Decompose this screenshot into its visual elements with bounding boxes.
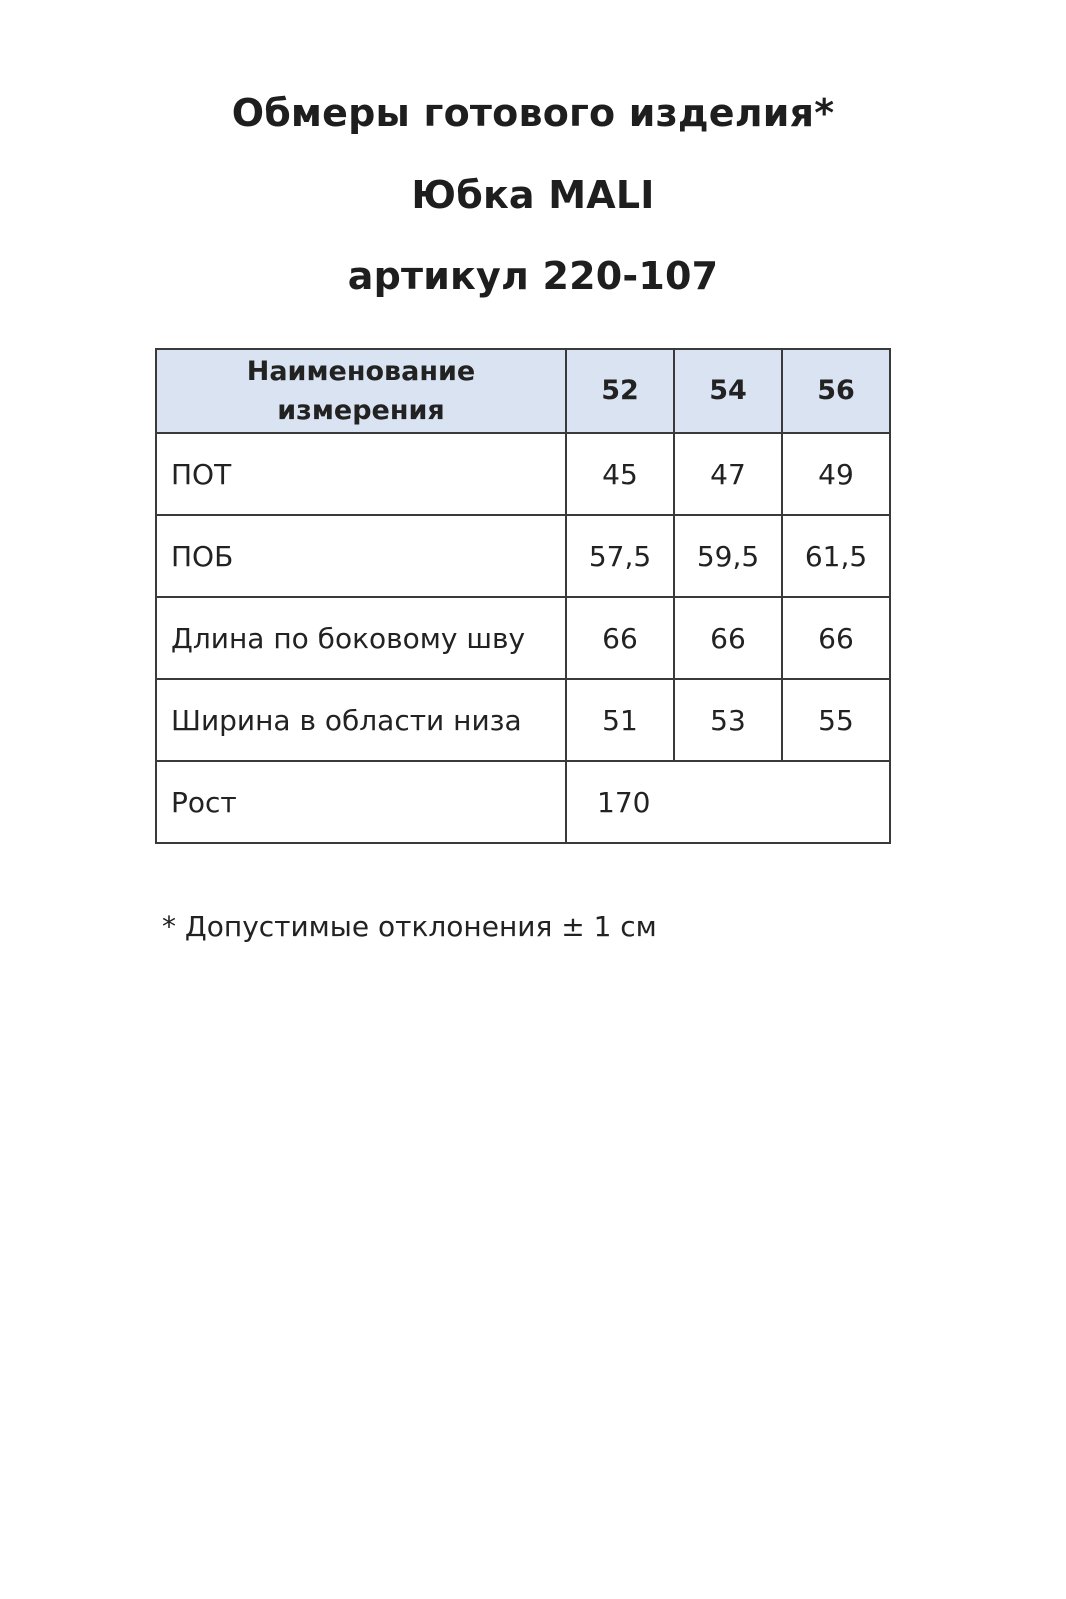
table-row (156, 597, 890, 679)
cell-value: 66 (782, 597, 890, 679)
title-heading: Обмеры готового изделия* (231, 91, 835, 135)
cell-value: 59,5 (674, 515, 782, 597)
tolerance-footnote: * Допустимые отклонения ± 1 см (162, 910, 657, 943)
row-label: ПОТ (156, 433, 566, 515)
height-row (156, 761, 890, 843)
table-header-row (156, 349, 890, 433)
cell-value: 57,5 (566, 515, 674, 597)
table-row (156, 515, 890, 597)
table-row (156, 433, 890, 515)
cell-value: 61,5 (782, 515, 890, 597)
article-number: артикул 220-107 (347, 254, 719, 298)
row-label: Рост (156, 761, 566, 843)
header-size-56: 56 (782, 349, 890, 433)
cell-value: 55 (782, 679, 890, 761)
row-label: Длина по боковому шву (156, 597, 566, 679)
header-size-54: 54 (674, 349, 782, 433)
size-table (155, 348, 891, 844)
cell-value: 47 (674, 433, 782, 515)
cell-value: 66 (566, 597, 674, 679)
header-size-52: 52 (566, 349, 674, 433)
row-label: Ширина в области низа (156, 679, 566, 761)
header-measurement-name: Наименование измерения (156, 349, 566, 433)
cell-value: 49 (782, 433, 890, 515)
cell-value: 51 (566, 679, 674, 761)
table-row (156, 679, 890, 761)
height-value: 170 (566, 761, 890, 843)
product-name: Юбка MALI (411, 173, 655, 217)
cell-value: 66 (674, 597, 782, 679)
row-label: ПОБ (156, 515, 566, 597)
cell-value: 53 (674, 679, 782, 761)
cell-value: 45 (566, 433, 674, 515)
